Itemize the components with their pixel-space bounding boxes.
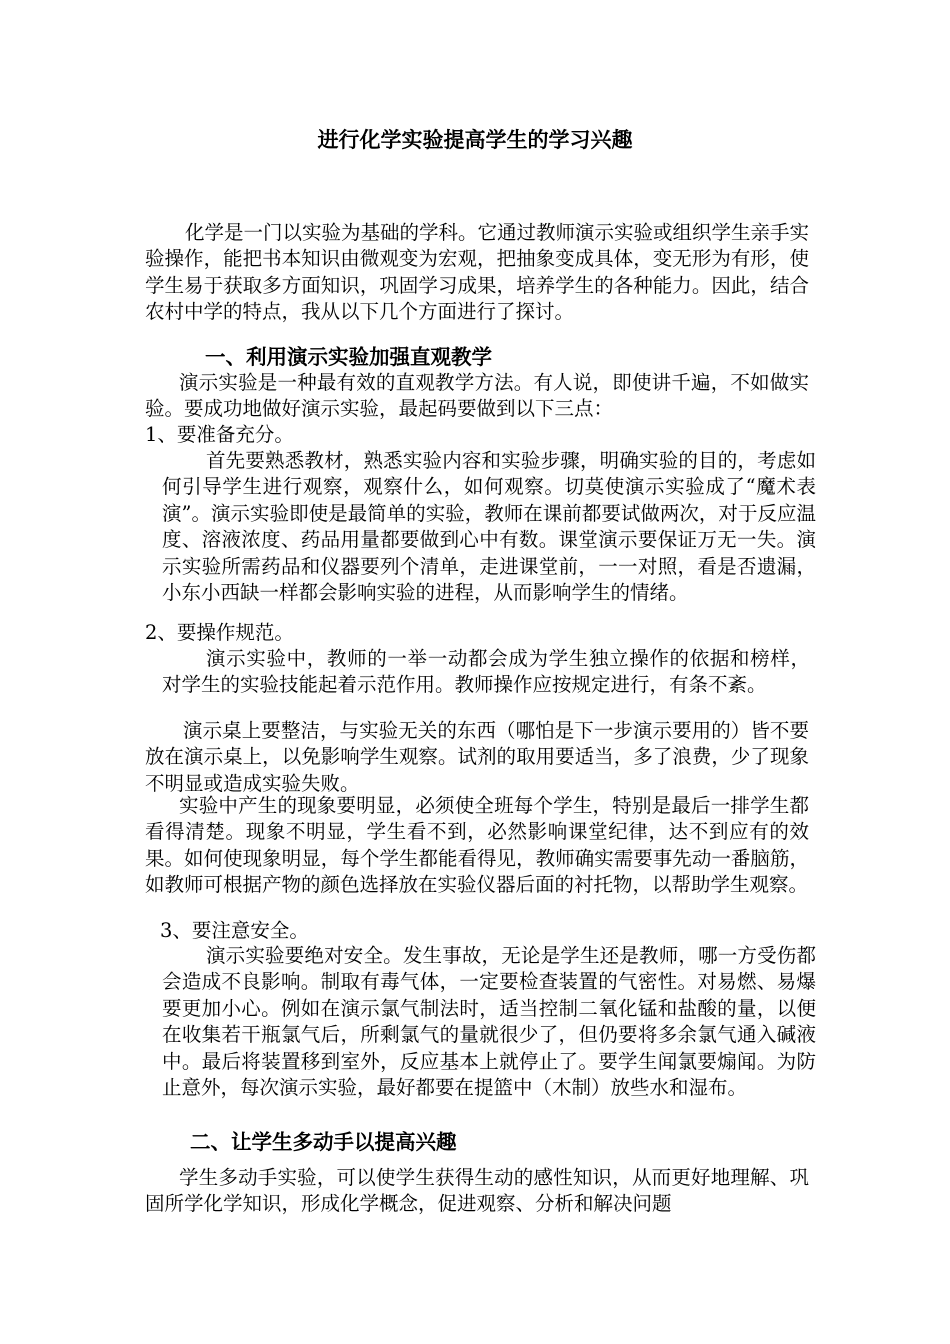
item2-paragraph-3: 实验中产生的现象要明显，必须使全班每个学生，特别是最后一排学生都看得清楚。现象不明显，学生看不到，必然影响课堂纪律，达不到应有的效果。如何使现象明显，每个学生都能看得见，教师确实需要事先动一番脑筋，如教师可根据产物的颜色选择放在实验仪器后面的衬托物，以帮助学生观察。 <box>145 794 809 897</box>
intro-paragraph: 化学是一门以实验为基础的学科。它通过教师演示实验或组织学生亲手实验操作，能把书本知识由微观变为宏观，把抽象变成具体，变无形为有形，使学生易于获取多方面知识，巩固学习成果，培养学生的各种能力。因此，结合农村中学的特点，我从以下几个方面进行了探讨。 <box>145 221 810 324</box>
item1-label: 1、要准备充分。 <box>145 423 294 446</box>
item2-label: 2、要操作规范。 <box>145 621 294 644</box>
section1-lead-paragraph: 演示实验是一种最有效的直观教学方法。有人说，即使讲千遍，不如做实验。要成功地做好演示实验，最起码要做到以下三点： <box>145 371 809 421</box>
document-title: 进行化学实验提高学生的学习兴趣 <box>317 127 633 152</box>
section2-paragraph: 学生多动手实验，可以使学生获得生动的感性知识，从而更好地理解、巩固所学化学知识，形成化学概念，促进观察、分析和解决问题 <box>145 1166 809 1216</box>
item3-label: 3、要注意安全。 <box>160 919 309 942</box>
item1-paragraph: 首先要熟悉教材，熟悉实验内容和实验步骤，明确实验的目的，考虑如何引导学生进行观察，观察什么，如何观察。切莫使演示实验成了“魔术表演”。演示实验即使是最简单的实验，教师在课前都要试做两次，对于反应温度、溶液浓度、药品用量都要做到心中有数。课堂演示要保证万无一失。演示实验所需药品和仪器要列个清单，走进课堂前，一一对照，看是否遗漏，小东小西缺一样都会影响实验的进程，从而影响学生的情绪。 <box>162 449 816 605</box>
section1-heading: 一、利用演示实验加强直观教学 <box>205 345 492 369</box>
item2-paragraph-2: 演示桌上要整洁，与实验无关的东西（哪怕是下一步演示要用的）皆不要放在演示桌上，以免影响学生观察。试剂的取用要适当，多了浪费，少了现象不明显或造成实验失败。 <box>145 719 809 795</box>
item2-paragraph: 演示实验中，教师的一举一动都会成为学生独立操作的依据和榜样，对学生的实验技能起着示范作用。教师操作应按规定进行，有条不紊。 <box>162 647 810 697</box>
section2-heading: 二、让学生多动手以提高兴趣 <box>190 1130 457 1154</box>
item3-paragraph: 演示实验要绝对安全。发生事故，无论是学生还是教师，哪一方受伤都会造成不良影响。制取有毒气体，一定要检查装置的气密性。对易燃、易爆要更加小心。例如在演示氯气制法时，适当控制二氧化锰和盐酸的量，以便在收集若干瓶氯气后，所剩氯气的量就很少了，但仍要将多余氯气通入碱液中。最后将装置移到室外，反应基本上就停止了。要学生闻氯要煽闻。为防止意外，每次演示实验，最好都要在提篮中（木制）放些水和湿布。 <box>162 944 816 1100</box>
